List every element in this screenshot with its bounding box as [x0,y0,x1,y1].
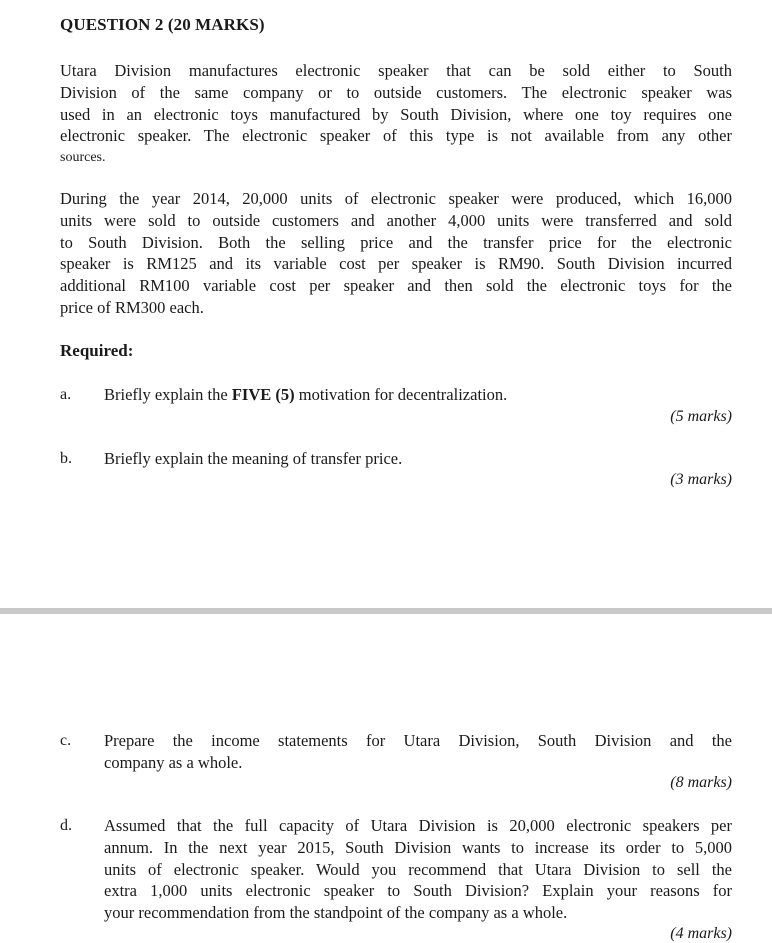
item-b-marks: (3 marks) [670,471,732,488]
item-b-label: b. [60,450,72,467]
item-c-line: company as a whole. [104,752,243,772]
item-a-label: a. [60,386,72,403]
paragraph-line: speaker is RM125 and its variable cost per speaker is RM90. South Division incurred [60,254,732,274]
document-page-2 [0,614,772,942]
item-a-text-before: Briefly explain the [104,385,232,404]
paragraph-line: units were sold to outside customers and another 4,000 units were transferred and sold [60,210,732,230]
paragraph-line: to South Division. Both the selling price and the transfer price for the electronic [60,232,732,252]
paragraph-line: electronic speaker. The electronic speaker of this type is not available from any other [60,126,732,146]
item-a-text [104,384,732,406]
item-a-text-after: motivation for decentralization. [294,385,508,404]
paragraph-line: sources. [60,150,106,166]
item-c-line: Prepare the income statements for Utara Division, South Division and the [104,731,732,750]
item-d-line: annum. In the next year 2015, South Division wants to increase its order to 5,000 [104,837,732,857]
item-c-text [104,730,732,774]
item-c-label: c. [60,732,72,749]
paragraph-line: Division of the same company or to outside customers. The electronic speaker was [60,82,732,102]
item-d-line: your recommendation from the standpoint of the company as a whole. [104,903,568,923]
item-d-marks: (4 marks) [670,925,732,942]
item-a-marks: (5 marks) [670,408,732,425]
paragraph-line: Utara Division manufactures electronic speaker that can be sold either to South [60,61,732,80]
item-d-line: units of electronic speaker. Would you recommend that Utara Division to sell the [104,859,732,879]
item-a-text-bold: FIVE (5) [231,385,295,404]
item-d-text [104,815,732,924]
paragraph-line: During the year 2014, 20,000 units of electronic speaker were produced, which 16,000 [60,189,732,208]
item-b-text: Briefly explain the meaning of transfer price. [104,449,403,468]
question-title: QUESTION 2 (20 MARKS) [60,15,265,34]
item-d-line: extra 1,000 units electronic speaker to South Division? Explain your reasons for [104,881,732,901]
item-d-label: d. [60,817,72,834]
paragraph-line: additional RM100 variable cost per speaker and then sold the electronic toys for the [60,276,732,296]
item-c-marks: (8 marks) [670,774,732,791]
scenario-paragraph-1 [60,60,732,169]
paragraph-line: price of RM300 each. [60,297,204,317]
paragraph-line: used in an electronic toys manufactured by South Division, where one toy requires one [60,104,732,124]
required-heading: Required: [60,341,134,360]
scenario-paragraph-2 [60,188,732,319]
item-d-line: Assumed that the full capacity of Utara Division is 20,000 electronic speakers per [104,816,732,835]
